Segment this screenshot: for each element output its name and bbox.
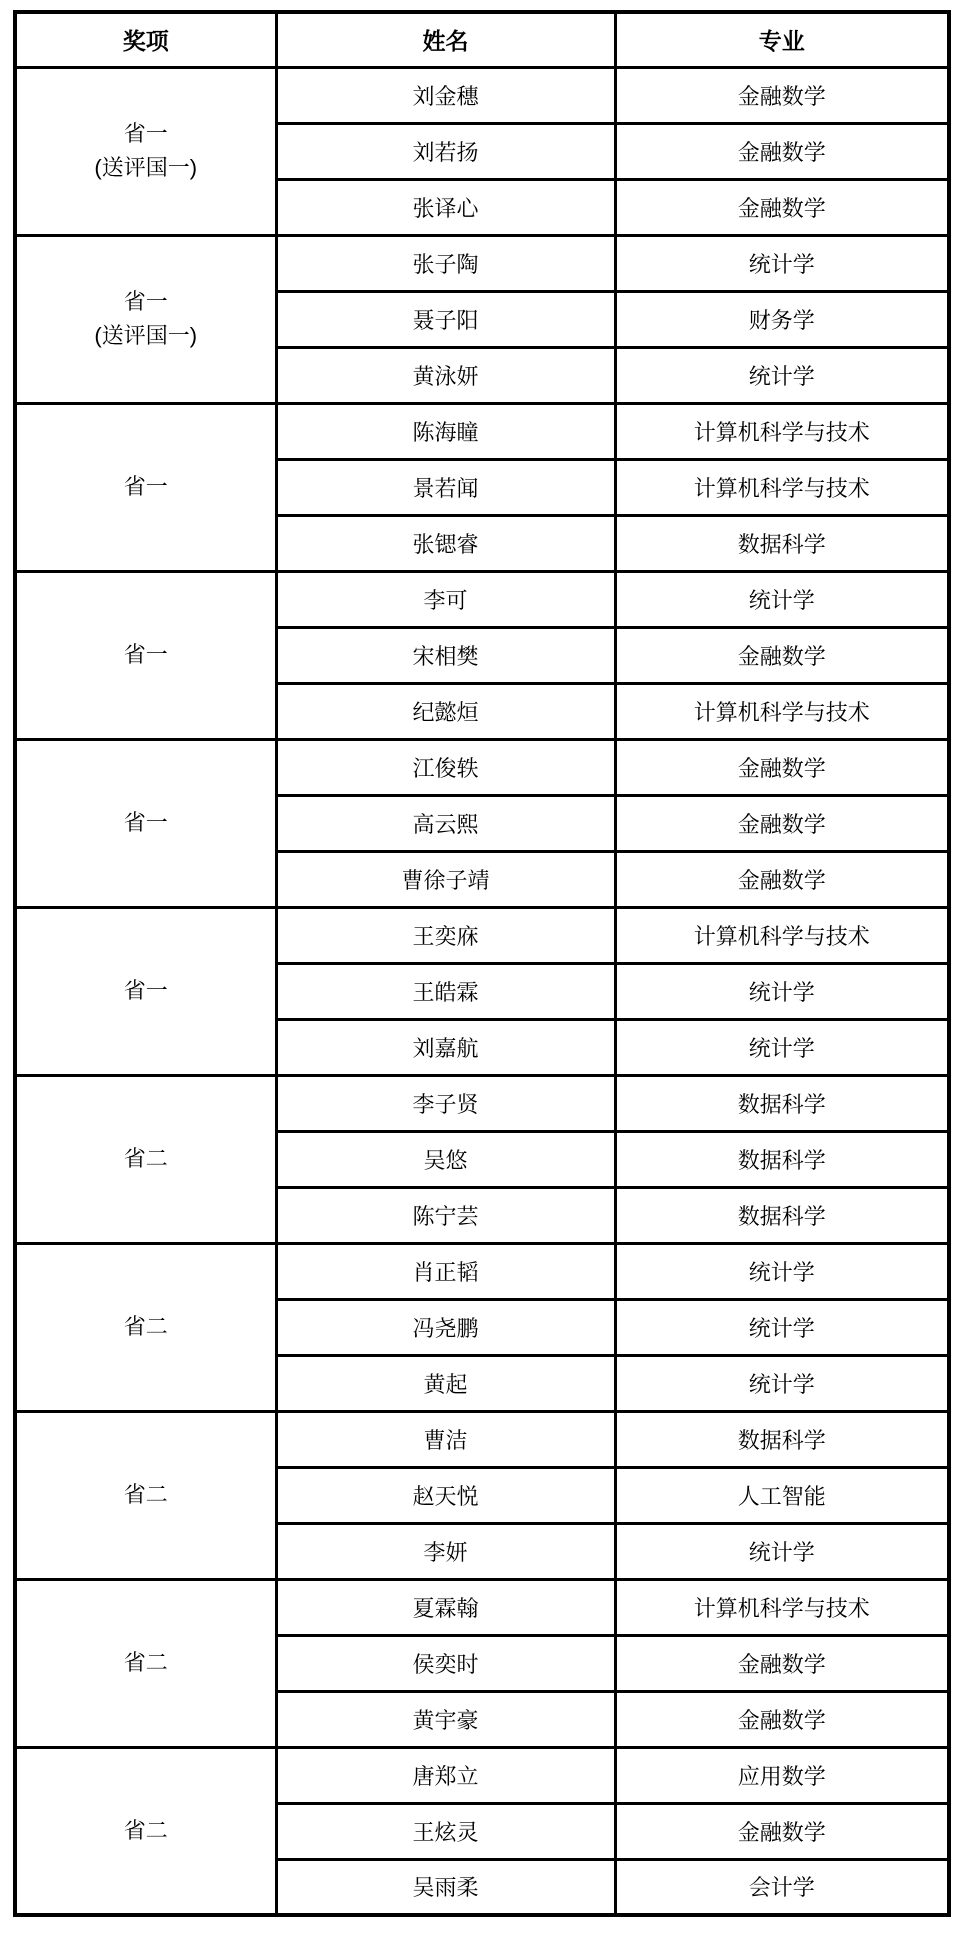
student-name-cell: 陈海瞳 bbox=[276, 403, 615, 459]
major-cell: 数据科学 bbox=[615, 1411, 949, 1467]
major-cell: 统计学 bbox=[615, 347, 949, 403]
award-group-cell bbox=[15, 403, 276, 571]
major-cell: 统计学 bbox=[615, 1523, 949, 1579]
major-cell: 金融数学 bbox=[615, 739, 949, 795]
student-name-cell: 江俊轶 bbox=[276, 739, 615, 795]
award-label: 省二 bbox=[123, 1145, 168, 1171]
student-name-cell: 曹洁 bbox=[276, 1411, 615, 1467]
award-group-cell bbox=[15, 1747, 276, 1915]
award-group-cell bbox=[15, 1075, 276, 1243]
student-name-cell: 张译心 bbox=[276, 179, 615, 235]
major-cell: 数据科学 bbox=[615, 515, 949, 571]
student-name-cell: 曹徐子靖 bbox=[276, 851, 615, 907]
award-label: 省一 bbox=[123, 809, 168, 835]
student-name-cell: 李妍 bbox=[276, 1523, 615, 1579]
award-label: 省一 bbox=[123, 641, 168, 667]
student-name-cell: 王炫灵 bbox=[276, 1803, 615, 1859]
student-name-cell: 黄宇豪 bbox=[276, 1691, 615, 1747]
student-name-cell: 聂子阳 bbox=[276, 291, 615, 347]
major-cell: 金融数学 bbox=[615, 1635, 949, 1691]
major-cell: 金融数学 bbox=[615, 67, 949, 123]
student-name-cell: 刘嘉航 bbox=[276, 1019, 615, 1075]
award-group-cell bbox=[15, 1579, 276, 1747]
awards-table bbox=[13, 10, 951, 1917]
student-name-cell: 肖正韬 bbox=[276, 1243, 615, 1299]
column-header-major: 专业 bbox=[615, 12, 949, 67]
major-cell: 金融数学 bbox=[615, 795, 949, 851]
table-row bbox=[15, 403, 949, 459]
major-cell: 数据科学 bbox=[615, 1075, 949, 1131]
award-label: 省一 bbox=[123, 473, 168, 499]
student-name-cell: 冯尧鹏 bbox=[276, 1299, 615, 1355]
major-cell: 金融数学 bbox=[615, 851, 949, 907]
major-cell: 统计学 bbox=[615, 571, 949, 627]
table-row bbox=[15, 1579, 949, 1635]
major-cell: 计算机科学与技术 bbox=[615, 1579, 949, 1635]
table-row bbox=[15, 67, 949, 123]
major-cell: 统计学 bbox=[615, 235, 949, 291]
student-name-cell: 陈宁芸 bbox=[276, 1187, 615, 1243]
student-name-cell: 刘金穗 bbox=[276, 67, 615, 123]
student-name-cell: 赵天悦 bbox=[276, 1467, 615, 1523]
award-label: 省一 bbox=[123, 288, 168, 314]
award-group-cell bbox=[15, 907, 276, 1075]
award-group-cell bbox=[15, 67, 276, 235]
award-note: (送评国一) bbox=[94, 155, 198, 180]
major-cell: 统计学 bbox=[615, 963, 949, 1019]
major-cell: 应用数学 bbox=[615, 1747, 949, 1803]
award-group-cell bbox=[15, 1411, 276, 1579]
student-name-cell: 吴雨柔 bbox=[276, 1859, 615, 1915]
award-label: 省二 bbox=[123, 1649, 168, 1675]
student-name-cell: 侯奕时 bbox=[276, 1635, 615, 1691]
award-label: 省一 bbox=[123, 977, 168, 1003]
major-cell: 人工智能 bbox=[615, 1467, 949, 1523]
student-name-cell: 张子陶 bbox=[276, 235, 615, 291]
major-cell: 计算机科学与技术 bbox=[615, 403, 949, 459]
major-cell: 金融数学 bbox=[615, 627, 949, 683]
award-label: 省二 bbox=[123, 1817, 168, 1843]
table-row bbox=[15, 1243, 949, 1299]
header-row bbox=[15, 12, 949, 67]
table-row bbox=[15, 571, 949, 627]
table-row bbox=[15, 907, 949, 963]
award-label: 省二 bbox=[123, 1313, 168, 1339]
major-cell: 财务学 bbox=[615, 291, 949, 347]
award-group-cell bbox=[15, 235, 276, 403]
award-group-cell bbox=[15, 739, 276, 907]
major-cell: 金融数学 bbox=[615, 123, 949, 179]
student-name-cell: 吴悠 bbox=[276, 1131, 615, 1187]
major-cell: 金融数学 bbox=[615, 1691, 949, 1747]
student-name-cell: 纪懿烜 bbox=[276, 683, 615, 739]
student-name-cell: 张锶睿 bbox=[276, 515, 615, 571]
student-name-cell: 李可 bbox=[276, 571, 615, 627]
table-row bbox=[15, 1411, 949, 1467]
major-cell: 统计学 bbox=[615, 1019, 949, 1075]
major-cell: 统计学 bbox=[615, 1355, 949, 1411]
table-row bbox=[15, 1747, 949, 1803]
table-row bbox=[15, 235, 949, 291]
student-name-cell: 李子贤 bbox=[276, 1075, 615, 1131]
student-name-cell: 景若闻 bbox=[276, 459, 615, 515]
award-note: (送评国一) bbox=[94, 323, 198, 348]
student-name-cell: 刘若扬 bbox=[276, 123, 615, 179]
major-cell: 金融数学 bbox=[615, 179, 949, 235]
major-cell: 数据科学 bbox=[615, 1131, 949, 1187]
student-name-cell: 王皓霖 bbox=[276, 963, 615, 1019]
column-header-award: 奖项 bbox=[15, 12, 276, 67]
major-cell: 统计学 bbox=[615, 1299, 949, 1355]
student-name-cell: 高云熙 bbox=[276, 795, 615, 851]
major-cell: 会计学 bbox=[615, 1859, 949, 1915]
student-name-cell: 黄起 bbox=[276, 1355, 615, 1411]
student-name-cell: 夏霖翰 bbox=[276, 1579, 615, 1635]
major-cell: 统计学 bbox=[615, 1243, 949, 1299]
table-row bbox=[15, 1075, 949, 1131]
award-label: 省一 bbox=[123, 120, 168, 146]
major-cell: 计算机科学与技术 bbox=[615, 459, 949, 515]
major-cell: 计算机科学与技术 bbox=[615, 683, 949, 739]
major-cell: 计算机科学与技术 bbox=[615, 907, 949, 963]
major-cell: 金融数学 bbox=[615, 1803, 949, 1859]
student-name-cell: 唐郑立 bbox=[276, 1747, 615, 1803]
student-name-cell: 宋相樊 bbox=[276, 627, 615, 683]
column-header-name: 姓名 bbox=[276, 12, 615, 67]
major-cell: 数据科学 bbox=[615, 1187, 949, 1243]
award-group-cell bbox=[15, 571, 276, 739]
award-group-cell bbox=[15, 1243, 276, 1411]
student-name-cell: 王奕庥 bbox=[276, 907, 615, 963]
award-label: 省二 bbox=[123, 1481, 168, 1507]
table-row bbox=[15, 739, 949, 795]
student-name-cell: 黄泳妍 bbox=[276, 347, 615, 403]
